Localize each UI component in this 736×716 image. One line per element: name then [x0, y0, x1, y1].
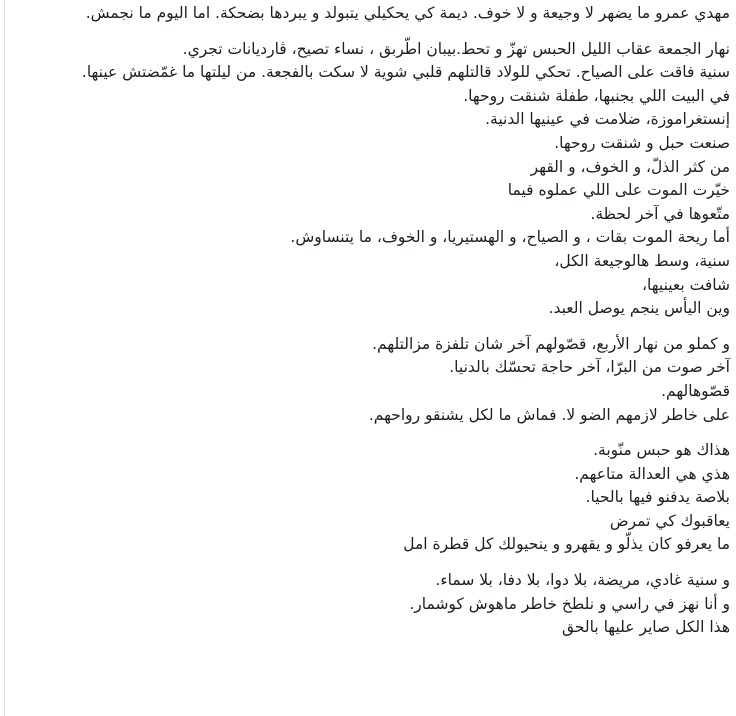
post-line: هذا الكل صاير عليها بالحق [561, 618, 730, 637]
post-line: هذاك هو حبس منّوبة. [593, 441, 730, 460]
post-line: بلاصة يدفنو فيها بالحيا. [585, 488, 730, 507]
post-line: من كثر الذلّ، و الخوف، و القهر [530, 157, 730, 176]
post-paragraph [10, 2, 730, 26]
post-body-text [10, 2, 730, 652]
post-line: قصّوهالهم. [661, 381, 730, 400]
post-line: في البيت اللي بجنبها، طفلة شنقت روحها. [463, 86, 730, 105]
post-paragraph [10, 38, 730, 321]
post-line: آخر صوت من البرّا، آخر حاجة تحسّك بالدنيا. [449, 358, 730, 377]
post-line: وين اليأس ينجم يوصل العبد. [548, 299, 730, 318]
post-line: أما ريحة الموت بقات ، و الصياح، و الهستيريا، و الخوف، ما يتنساوش. [290, 228, 730, 247]
post-line: نهار الجمعة عقاب الليل الحبس تهزّ و تحط.بيبان اطّربق ، نساء تصيح، ڨارديانات تجري. [182, 39, 730, 58]
post-line: صنعت حبل و شنقت روحها. [554, 133, 730, 152]
post-line: ما يعرفو كان يذلّو و يقهرو و ينحيولك كل قطرة امل [403, 535, 730, 554]
post-line: و أنا نهز في راسي و نلطخ خاطر ماهوش كوشمار. [409, 594, 730, 613]
post-paragraph [10, 333, 730, 427]
left-divider [4, 0, 5, 716]
post-line: على خاطر لازمهم الضو لا. فماش ما لكل يشنقو رواحهم. [368, 405, 730, 424]
post-line: شافت بعينيها، [642, 275, 730, 294]
post-line: هذي هي العدالة متاعهم. [574, 464, 730, 483]
post-line: خيّرت الموت على اللي عملوه فيما [507, 181, 730, 200]
post-line: سنية، وسط هالوجيعة الكل، [554, 251, 730, 270]
post-line: سنية فاقت على الصياح. تحكي للولاد قالتلهم قلبي شوية لا سكت بالفجعة. من ليلتها ما غمّضتش عينها. [81, 63, 730, 82]
post-paragraph [10, 569, 730, 640]
post-line: إنستغراموزة، ضلامت في عينيها الدنية. [485, 110, 730, 129]
post-line: و سنية غادي، مريضة، بلا دوا، بلا دفا، بلا سماء. [435, 571, 730, 590]
post-line: يعاقبوك كي تمرض [609, 511, 730, 530]
post-line: و كملو من نهار الأربع، قصّولهم آخر شان تلفزة مزالتلهم. [372, 334, 730, 353]
post-paragraph [10, 439, 730, 557]
post-line: مهدي عمرو ما يضهر لا وجيعة و لا خوف. ديمة كي يحكيلي يتبولد و يبردها بضحكة. اما اليوم ما نجمش. [85, 4, 730, 22]
post-line: متّعوها في آخر لحظة. [590, 204, 730, 223]
